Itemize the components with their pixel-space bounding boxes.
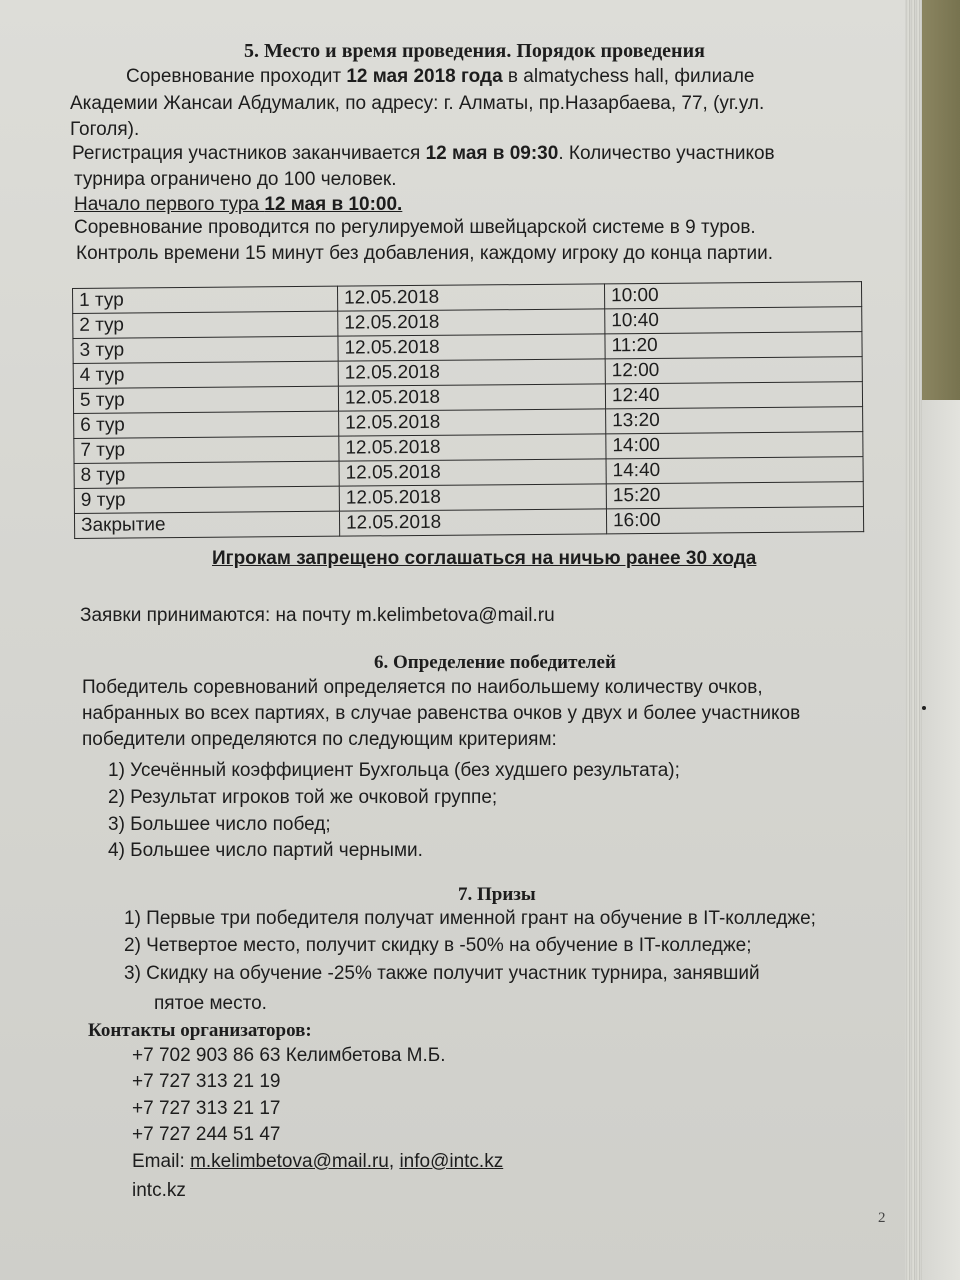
date-cell: 12.05.2018 (338, 334, 605, 361)
section-5-paragraph-line-1: Соревнование проходит 12 мая 2018 года в almatychess hall, филиале (126, 66, 755, 87)
criterion-item: 3) Большее число побед; (108, 814, 331, 835)
date-cell: 12.05.2018 (339, 484, 606, 511)
first-round-start: Начало первого тура 12 мая в 10:00. (74, 194, 403, 215)
section-7-heading: 7. Призы (458, 884, 536, 905)
prize-item-continuation: пятое место. (154, 993, 267, 1014)
section-6-heading: 6. Определение победителей (374, 652, 616, 673)
prize-item: 3) Скидку на обучение -25% также получит участник турнира, занявший (124, 963, 760, 984)
date-cell: 12.05.2018 (339, 409, 606, 436)
time-cell: 16:00 (606, 507, 863, 534)
system-line-1: Соревнование проводится по регулируемой швейцарской системе в 9 туров. (74, 217, 756, 238)
criterion-item: 2) Результат игроков той же очковой группе; (108, 787, 498, 808)
registration-line-1: Регистрация участников заканчивается 12 мая в 09:30. Количество участников (72, 143, 775, 164)
contact-phone: +7 727 313 21 19 (132, 1071, 281, 1092)
section-6-paragraph-line-1: Победитель соревнований определяется по наибольшему количеству очков, (82, 677, 763, 698)
date-cell: 12.05.2018 (339, 509, 606, 536)
draw-rule: Игрокам запрещено соглашаться на ничью ранее 30 хода (212, 548, 757, 569)
date-cell: 12.05.2018 (338, 309, 605, 336)
round-cell: 4 тур (73, 361, 338, 388)
time-cell: 15:20 (606, 482, 863, 509)
section-6-paragraph-line-3: победители определяются по следующим критериям: (82, 729, 557, 750)
time-cell: 12:00 (605, 357, 862, 384)
criterion-item: 4) Большее число партий черными. (108, 840, 423, 861)
page-number: 2 (878, 1210, 886, 1226)
ink-dot (922, 706, 926, 710)
prize-item: 2) Четвертое место, получит скидку в -50% на обучение в IT-колледже; (124, 935, 752, 956)
website-link[interactable]: intc.kz (132, 1180, 186, 1201)
round-cell: 9 тур (74, 486, 339, 513)
prize-item: 1) Первые три победителя получат именной грант на обучение в IT-колледже; (124, 908, 816, 929)
time-cell: 10:40 (605, 307, 862, 334)
applications-line: Заявки принимаются: на почту m.kelimbetova@mail.ru (80, 605, 555, 626)
time-cell: 13:20 (606, 407, 863, 434)
date-cell: 12.05.2018 (339, 434, 606, 461)
time-cell: 14:00 (606, 432, 863, 459)
contact-phone: +7 702 903 86 63 Келимбетова М.Б. (132, 1045, 446, 1066)
section-6-paragraph-line-2: набранных во всех партиях, в случае равенства очков у двух и более участников (82, 703, 801, 724)
time-cell: 12:40 (605, 382, 862, 409)
system-line-2: Контроль времени 15 минут без добавления, каждому игроку до конца партии. (76, 243, 774, 264)
email-link-kelimbetova[interactable]: m.kelimbetova@mail.ru (190, 1151, 389, 1172)
contacts-heading: Контакты организаторов: (88, 1020, 312, 1041)
contact-phone: +7 727 244 51 47 (132, 1124, 281, 1145)
email-link-info[interactable]: info@intc.kz (399, 1151, 504, 1172)
schedule-table (72, 281, 864, 539)
round-cell: 2 тур (73, 311, 338, 338)
round-cell: Закрытие (74, 511, 339, 538)
contact-phone: +7 727 313 21 17 (132, 1098, 281, 1119)
date-cell: 12.05.2018 (339, 459, 606, 486)
section-5-paragraph-line-3: Гоголя). (70, 119, 140, 140)
time-cell: 14:40 (606, 457, 863, 484)
round-cell: 8 тур (74, 461, 339, 488)
round-cell: 6 тур (74, 411, 339, 438)
section-5-heading: 5. Место и время проведения. Порядок проведения (244, 40, 705, 62)
time-cell: 11:20 (605, 332, 862, 359)
section-5-paragraph-line-2: Академии Жансаи Абдумалик, по адресу: г. Алматы, пр.Назарбаева, 77, (уг.ул. (70, 93, 765, 114)
criterion-item: 1) Усечённый коэффициент Бухгольца (без худшего результата); (108, 760, 680, 781)
round-cell: 3 тур (73, 336, 338, 363)
contact-email-line: Email: m.kelimbetova@mail.ru, info@intc.kz (132, 1151, 504, 1172)
registration-line-2: турнира ограничено до 100 человек. (74, 169, 397, 190)
round-cell: 5 тур (73, 386, 338, 413)
date-cell: 12.05.2018 (338, 359, 605, 386)
round-cell: 7 тур (74, 436, 339, 463)
round-cell: 1 тур (73, 286, 338, 313)
date-cell: 12.05.2018 (337, 284, 604, 311)
date-cell: 12.05.2018 (338, 384, 605, 411)
time-cell: 10:00 (604, 282, 861, 309)
